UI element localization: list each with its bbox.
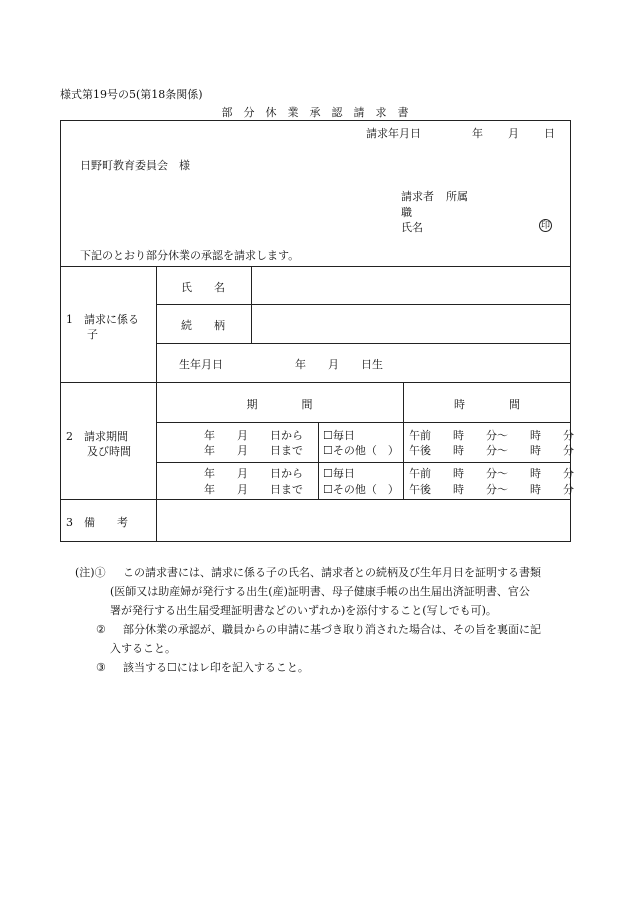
rule-s1-a <box>156 304 571 305</box>
name-label: 氏名 <box>401 221 423 234</box>
request-date-label: 請求年月日 <box>366 127 421 140</box>
row1-am-time: 午前 時 分〜 時 分 <box>409 429 574 442</box>
row2-to: 年 月 日まで <box>204 483 303 496</box>
section1-label-line2: 子 <box>87 328 98 341</box>
addressee: 日野町教育委員会 様 <box>80 159 190 172</box>
note3-line1: 該当する☐にはレ印を記入すること。 <box>123 661 309 674</box>
note2-line1: 部分休業の承認が、職員からの申請に基づき取り消された場合は、その旨を裏面に記 <box>123 623 541 636</box>
note2-mark: ② <box>96 623 106 636</box>
requester-label: 請求者 <box>401 190 434 203</box>
notes-prefix: (注)① <box>75 566 106 579</box>
note1-line2: (医師又は助産婦が発行する出生(産)証明書、母子健康手帳の出生届出済証明書、官公 <box>110 585 530 598</box>
rule-s2-mid <box>156 462 571 463</box>
request-date-year: 年 <box>472 127 483 140</box>
request-text: 下記のとおり部分休業の承認を請求します。 <box>80 249 300 262</box>
time-header: 時 間 <box>454 398 520 411</box>
position-label: 職 <box>401 206 412 219</box>
note3-mark: ③ <box>96 661 106 674</box>
row2-am-time: 午前 時 分〜 時 分 <box>409 467 574 480</box>
section1-label: 1 請求に係る <box>66 313 139 326</box>
form-title: 部 分 休 業 承 認 請 求 書 <box>221 106 409 119</box>
row2-other-checkbox[interactable]: ☐その他（ ） <box>323 483 399 496</box>
note1-line3: 署が発行する出生届受理証明書などのいずれか)を添付すること(写しでも可)。 <box>110 604 497 617</box>
section2-label: 2 請求期間 <box>66 430 128 443</box>
affiliation-label: 所属 <box>446 190 468 203</box>
rule-s2-bottom <box>60 499 571 500</box>
section2-label-line2: 及び時間 <box>87 445 131 458</box>
row1-from: 年 月 日から <box>204 429 303 442</box>
note2-line2: 入すること。 <box>110 642 176 655</box>
rule-s1-b <box>156 343 571 344</box>
seal-mark: 印 <box>540 221 550 231</box>
request-date-day: 日 <box>544 127 555 140</box>
form-number: 様式第19号の5(第18条関係) <box>60 88 203 101</box>
child-relation-label: 続 柄 <box>181 319 225 332</box>
rule-s1-bottom <box>60 382 571 383</box>
rule-s2-date-col <box>318 422 319 499</box>
row1-pm-time: 午後 時 分〜 時 分 <box>409 444 574 457</box>
child-birthdate-label: 生年月日 <box>179 358 223 371</box>
section3-label: 3 備 考 <box>66 516 128 529</box>
row1-other-checkbox[interactable]: ☐その他（ ） <box>323 444 399 457</box>
row2-pm-time: 午後 時 分〜 時 分 <box>409 483 574 496</box>
period-header: 期 間 <box>246 398 313 411</box>
row1-daily-checkbox[interactable]: ☐毎日 <box>323 429 355 442</box>
rule-header-bottom <box>60 266 571 267</box>
rule-s2-head <box>156 422 571 423</box>
row2-from: 年 月 日から <box>204 467 303 480</box>
child-birthdate-value: 年 月 日生 <box>295 358 383 371</box>
row2-daily-checkbox[interactable]: ☐毎日 <box>323 467 355 480</box>
child-name-label: 氏 名 <box>181 281 225 294</box>
note1-line1: この請求書には、請求に係る子の氏名、請求者との続柄及び生年月日を証明する書類 <box>123 566 541 579</box>
rule-s1-value-col <box>251 266 252 343</box>
row1-to: 年 月 日まで <box>204 444 303 457</box>
request-date-month: 月 <box>508 127 519 140</box>
